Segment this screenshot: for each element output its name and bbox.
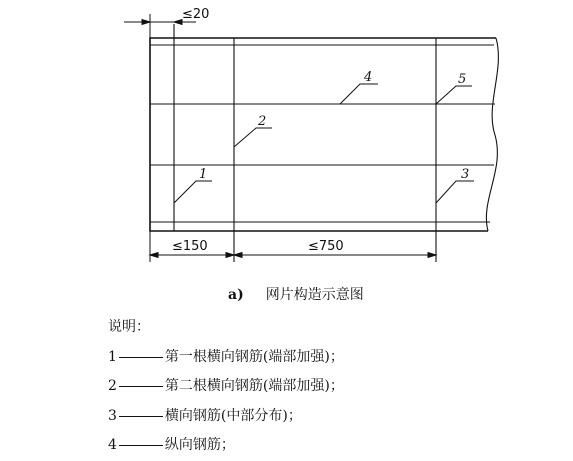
note-number: 1 (108, 348, 117, 365)
notes (108, 313, 344, 461)
break-line (486, 38, 498, 231)
note-text: 第一根横向钢筋(端部加强)； (164, 348, 344, 365)
leader-3 (436, 181, 474, 203)
note-number: 2 (108, 378, 117, 394)
dim-bottom-right-label: ≤750 (308, 239, 344, 254)
leader-lines (174, 84, 474, 203)
note-item (108, 343, 344, 373)
note-text: 纵向钢筋； (164, 437, 235, 453)
marker-4: 4 (364, 70, 373, 85)
note-dash (119, 445, 163, 446)
leader-1 (174, 181, 212, 203)
note-text: 横向钢筋(中部分布)； (164, 407, 302, 424)
caption-tag: a) (228, 287, 244, 303)
marker-5: 5 (458, 72, 467, 87)
note-text: 第二根横向钢筋(端部加强)； (164, 378, 344, 394)
note-number: 3 (108, 407, 117, 424)
note-dash (119, 416, 163, 417)
note-dash (119, 386, 163, 387)
leader-2 (234, 128, 272, 147)
note-item (108, 372, 344, 402)
leader-5 (436, 86, 472, 104)
panel-outline (150, 38, 496, 231)
note-item (108, 402, 344, 432)
marker-1: 1 (199, 167, 208, 182)
marker-3: 3 (461, 167, 470, 182)
figure-caption (228, 284, 364, 304)
note-item (108, 431, 344, 461)
note-dash (119, 357, 163, 358)
transverse-bars (174, 24, 436, 262)
note-number: 4 (108, 437, 117, 453)
dim-top-label: ≤20 (182, 7, 210, 22)
marker-2: 2 (258, 114, 267, 129)
dim-bottom-left-label: ≤150 (172, 239, 208, 254)
caption-title: 网片构造示意图 (265, 287, 364, 303)
notes-heading: 说明： (108, 319, 150, 335)
leader-4 (340, 84, 378, 104)
